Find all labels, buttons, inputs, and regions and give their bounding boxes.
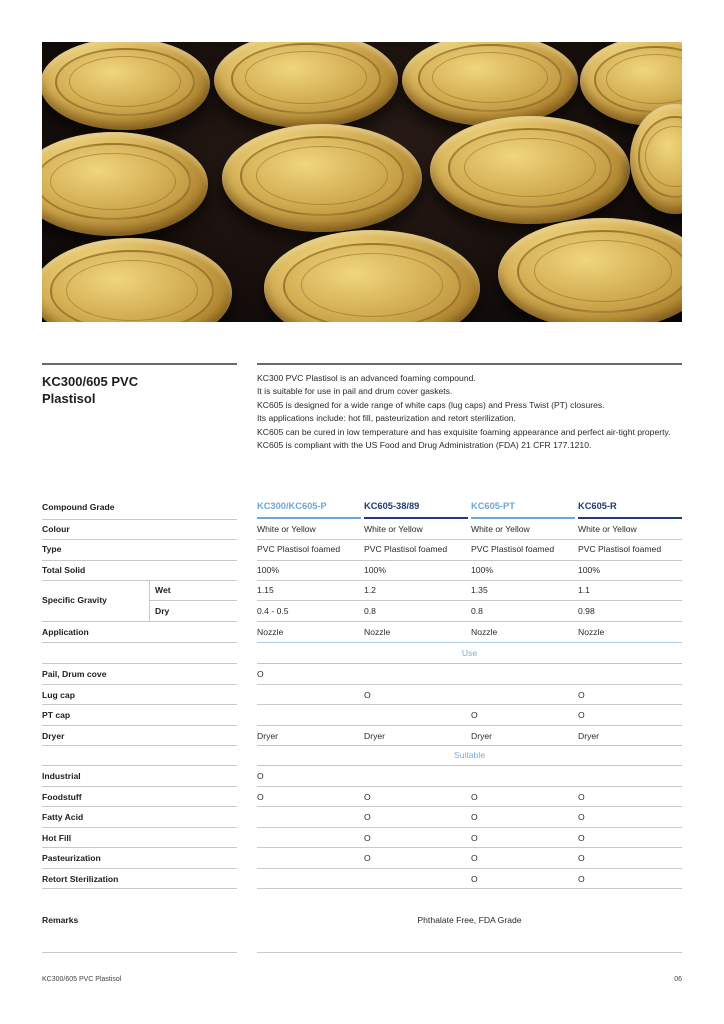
table-cell: 100% — [364, 565, 386, 575]
table-row-divider — [257, 806, 682, 807]
description-line: KC300 PVC Plastisol is an advanced foaming compound. — [257, 373, 476, 383]
table-cell: PVC Plastisol foamed — [578, 544, 662, 554]
row-label: Pail, Drum cove — [42, 669, 107, 679]
row-label-remarks: Remarks — [42, 915, 79, 925]
table-cell: PVC Plastisol foamed — [257, 544, 341, 554]
table-row-divider — [42, 888, 237, 889]
table-cell: PVC Plastisol foamed — [364, 544, 448, 554]
table-row-divider — [42, 847, 237, 848]
check-mark: O — [364, 791, 371, 802]
table-row-divider — [42, 827, 237, 828]
row-label: Industrial — [42, 771, 81, 781]
table-row-divider — [257, 725, 682, 726]
section-title-use: Use — [461, 648, 478, 658]
check-mark: O — [364, 812, 371, 822]
row-label: Foodstuff — [42, 791, 82, 802]
row-label: Hot Fill — [42, 832, 72, 843]
grade-header: KC605-R — [578, 501, 617, 511]
check-mark: O — [578, 812, 585, 822]
description-line: Its applications include: hot fill, pasteurization and retort sterilization. — [257, 413, 516, 424]
table-cell: White or Yellow — [257, 524, 316, 534]
table-row-divider — [42, 806, 237, 807]
table-row-divider — [42, 765, 237, 766]
table-cell: Dryer — [257, 730, 279, 741]
table-row-divider — [42, 952, 237, 953]
row-label-total-solid: Total Solid — [42, 565, 86, 575]
table-row-divider — [42, 539, 237, 540]
check-mark: O — [257, 771, 264, 781]
check-mark: O — [471, 791, 478, 802]
check-mark: O — [471, 873, 478, 884]
check-mark: O — [578, 873, 585, 884]
table-row-divider — [257, 621, 682, 622]
description-line: It is suitable for use in pail and drum cover gaskets. — [257, 386, 453, 397]
product-title-line2: Plastisol — [42, 391, 96, 406]
table-row-divider — [42, 663, 237, 664]
table-cell: 1.15 — [257, 585, 274, 595]
grade-header-underline — [578, 517, 682, 519]
row-label: Dryer — [42, 730, 65, 741]
check-mark: O — [471, 832, 478, 843]
table-cell: Nozzle — [471, 627, 498, 637]
table-row-divider — [257, 642, 682, 643]
table-cell: Nozzle — [257, 627, 284, 637]
product-title-line1: KC300/605 PVC — [42, 374, 139, 389]
table-cell: Dryer — [364, 730, 386, 741]
row-label: Pasteurization — [42, 853, 101, 863]
table-cell: White or Yellow — [471, 524, 530, 534]
grade-header-underline — [257, 517, 361, 519]
hero-photo-jar-lids — [42, 42, 682, 322]
description-line: KC605 is compliant with the US Food and Drug Administration (FDA) 21 CFR 177.1210. — [257, 440, 592, 451]
description-line: KC605 can be cured in low temperature and has exquisite foaming appearance and perfect air-tight property. — [257, 426, 671, 437]
jar-lid-icon — [430, 116, 630, 224]
row-label: Fatty Acid — [42, 812, 84, 822]
grade-header: KC605-PT — [471, 501, 515, 511]
table-row-divider — [42, 642, 237, 643]
table-row-divider — [257, 539, 682, 540]
table-cell: PVC Plastisol foamed — [471, 544, 555, 554]
table-row-divider — [257, 827, 682, 828]
check-mark: O — [578, 689, 585, 700]
check-mark: O — [578, 710, 585, 720]
table-row-divider — [42, 704, 237, 705]
table-row-divider — [257, 868, 682, 869]
table-cell: 0.8 — [471, 606, 483, 616]
table-row-divider — [42, 725, 237, 726]
jar-lid-icon — [42, 132, 208, 236]
table-row-divider — [42, 621, 237, 622]
jar-lid-icon — [214, 42, 398, 128]
table-cell: 100% — [471, 565, 493, 575]
table-row-divider — [42, 519, 237, 520]
row-label-specific-gravity: Specific Gravity — [42, 595, 107, 605]
description-rule — [257, 363, 682, 365]
check-mark: O — [471, 812, 478, 822]
jar-lid-icon — [498, 218, 682, 322]
table-cell: White or Yellow — [364, 524, 423, 534]
check-mark: O — [471, 853, 478, 863]
grade-header-underline — [471, 517, 575, 519]
table-row-divider — [257, 786, 682, 787]
table-cell: 0.8 — [364, 606, 376, 616]
row-label-application: Application — [42, 627, 89, 637]
section-title-suitable: Suitable — [453, 750, 486, 760]
check-mark: O — [364, 853, 371, 863]
table-row-divider — [257, 560, 682, 561]
row-label-wet: Wet — [155, 585, 171, 595]
table-row-divider — [42, 684, 237, 685]
grade-header-underline — [364, 517, 468, 519]
jar-lid-icon — [264, 230, 480, 322]
row-label: PT cap — [42, 710, 71, 720]
table-row-divider — [257, 684, 682, 685]
jar-lid-icon — [222, 124, 422, 232]
table-cell: 1.2 — [364, 585, 376, 595]
table-row-divider — [257, 580, 682, 581]
table-cell: 0.98 — [578, 606, 595, 616]
check-mark: O — [578, 791, 585, 802]
check-mark: O — [364, 689, 371, 700]
table-row-divider — [42, 786, 237, 787]
check-mark: O — [578, 853, 585, 863]
table-cell: Nozzle — [578, 627, 605, 637]
product-title — [42, 373, 232, 407]
row-label: Lug cap — [42, 689, 75, 700]
product-description — [257, 372, 687, 452]
check-mark: O — [471, 710, 478, 720]
jar-lid-icon — [42, 238, 232, 322]
row-label: Retort Sterilization — [42, 873, 119, 884]
remarks-value: Phthalate Free, FDA Grade — [417, 915, 522, 925]
check-mark: O — [364, 832, 371, 843]
table-row-divider — [42, 580, 237, 581]
table-cell: 100% — [578, 565, 600, 575]
table-row-divider — [257, 847, 682, 848]
description-line: KC605 is designed for a wide range of white caps (lug caps) and Press Twist (PT) closures. — [257, 399, 605, 410]
table-cell: 100% — [257, 565, 279, 575]
table-cell: Dryer — [578, 730, 600, 741]
row-label-colour: Colour — [42, 524, 70, 534]
table-row-divider — [42, 745, 237, 746]
table-cell: White or Yellow — [578, 524, 637, 534]
jar-lid-icon — [402, 42, 578, 126]
table-cell: 1.35 — [471, 585, 488, 595]
table-cell: Dryer — [471, 730, 493, 741]
check-mark: O — [578, 832, 585, 843]
table-cell: 0.4 - 0.5 — [257, 606, 289, 616]
table-row-divider — [42, 560, 237, 561]
jar-lid-icon — [42, 42, 210, 130]
row-label-dry: Dry — [155, 606, 170, 616]
check-mark: O — [257, 791, 264, 802]
grade-header: KC300/KC605-P — [257, 501, 327, 511]
grade-header: KC605-38/89 — [364, 501, 420, 511]
table-row-divider — [257, 952, 682, 953]
row-label-type: Type — [42, 544, 62, 554]
footer-page-number: 06 — [674, 976, 682, 983]
table-row-divider — [257, 600, 682, 601]
compound-grade-label: Compound Grade — [42, 502, 115, 512]
table-row-divider — [257, 765, 682, 766]
check-mark: O — [257, 669, 264, 679]
table-row-divider — [257, 663, 682, 664]
footer-document-name: KC300/605 PVC Plastisol — [42, 976, 122, 983]
table-row-divider — [257, 888, 682, 889]
table-row-divider — [257, 704, 682, 705]
table-row-divider — [257, 745, 682, 746]
table-row-divider — [42, 868, 237, 869]
table-row-divider — [150, 600, 237, 601]
title-rule — [42, 363, 237, 365]
table-cell: Nozzle — [364, 627, 391, 637]
table-cell: 1.1 — [578, 585, 590, 595]
